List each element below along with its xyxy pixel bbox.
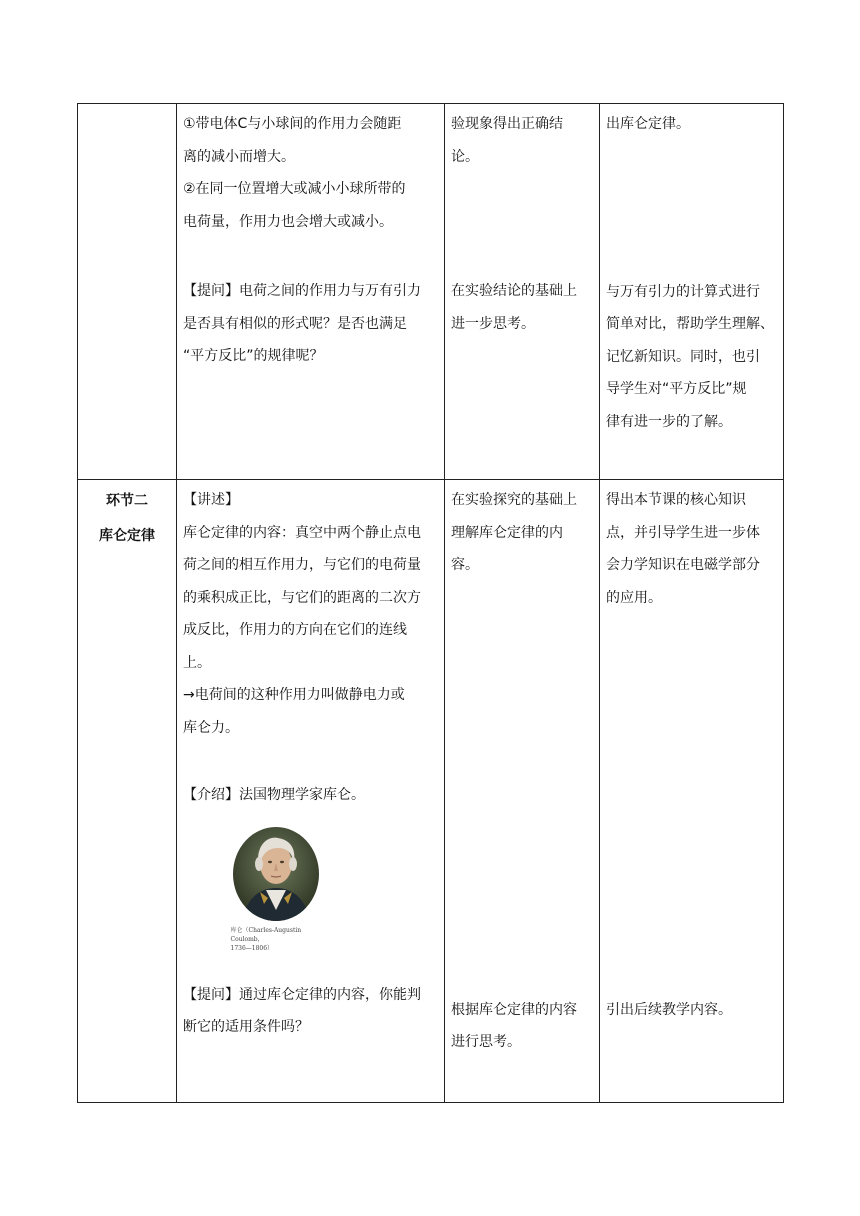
table-row bbox=[78, 480, 784, 1103]
caption-line: 库仑（Charles-Augustin Coulomb， bbox=[230, 926, 302, 943]
content-line: 成反比，作用力的方向在它们的连线 bbox=[183, 622, 407, 638]
student-line: 根据库仑定律的内容 bbox=[451, 1001, 577, 1018]
content-line: ①带电体C与小球间的作用力会随距 bbox=[183, 116, 402, 132]
content-line: 库仑定律的内容：真空中两个静止点电 bbox=[183, 524, 421, 541]
question-line: “平方反比”的规律呢？ bbox=[183, 348, 324, 364]
intent-line: 简单对比，帮助学生理解、 bbox=[606, 316, 774, 332]
intent-line: 得出本节课的核心知识 bbox=[606, 492, 746, 508]
stage-title: 库仑定律 bbox=[99, 528, 155, 544]
student-line: 进一步思考。 bbox=[451, 315, 535, 332]
intent-line: 的应用。 bbox=[606, 589, 662, 606]
student-activity-cell bbox=[445, 480, 600, 1103]
content-line: ②在同一位置增大或减小小球所带的 bbox=[183, 181, 406, 197]
student-line: 验现象得出正确结 bbox=[451, 116, 563, 132]
content-cell bbox=[177, 104, 445, 480]
coulomb-portrait-image bbox=[232, 826, 320, 922]
student-line: 理解库仑定律的内 bbox=[451, 524, 563, 541]
intent-line: 点，并引导学生进一步体 bbox=[606, 524, 760, 541]
content-line: 库仑力。 bbox=[183, 719, 239, 736]
stage-number: 环节二 bbox=[106, 493, 148, 509]
content-line: →电荷间的这种作用力叫做静电力或 bbox=[183, 687, 405, 703]
student-line: 论。 bbox=[451, 148, 479, 165]
content-cell bbox=[177, 480, 445, 1103]
intent-line: 与万有引力的计算式进行 bbox=[606, 283, 760, 300]
question-line: 是否具有相似的形式呢？是否也满足 bbox=[183, 315, 407, 332]
content-line: 的乘积成正比，与它们的距离的二次方 bbox=[183, 589, 421, 606]
student-line: 在实验探究的基础上 bbox=[451, 492, 577, 508]
question-line: 【提问】通过库仑定律的内容，你能判 bbox=[183, 986, 421, 1003]
stage-cell-empty bbox=[78, 104, 177, 480]
student-line: 进行思考。 bbox=[451, 1034, 521, 1050]
caption-line: 1736—1806） bbox=[230, 944, 274, 952]
table-row bbox=[78, 104, 784, 480]
stage-cell bbox=[78, 480, 177, 1103]
question-line: 【提问】电荷之间的作用力与万有引力 bbox=[183, 283, 421, 299]
content-line: 离的减小而增大。 bbox=[183, 148, 295, 165]
intent-line: 导学生对“平方反比”规 bbox=[606, 381, 747, 397]
intent-line: 会力学知识在电磁学部分 bbox=[606, 557, 760, 573]
intent-line: 律有进一步的了解。 bbox=[606, 413, 732, 430]
intent-line: 记忆新知识。同时，也引 bbox=[606, 348, 760, 365]
design-intent-cell bbox=[600, 104, 784, 480]
design-intent-cell bbox=[600, 480, 784, 1103]
content-line: 上。 bbox=[183, 654, 211, 671]
lesson-plan-table bbox=[77, 103, 784, 1103]
intent-line: 引出后续教学内容。 bbox=[606, 1002, 732, 1018]
content-line: 电荷量，作用力也会增大或减小。 bbox=[183, 213, 393, 230]
intent-line: 出库仑定律。 bbox=[606, 116, 690, 132]
portrait-caption bbox=[231, 926, 321, 953]
content-line: 荷之间的相互作用力，与它们的电荷量 bbox=[183, 557, 421, 573]
intro-line: 【介绍】法国物理学家库仑。 bbox=[183, 787, 365, 803]
question-line: 断它的适用条件吗？ bbox=[183, 1019, 309, 1035]
student-line: 容。 bbox=[451, 557, 479, 573]
content-line: 【讲述】 bbox=[183, 492, 239, 508]
coulomb-portrait bbox=[113, 826, 438, 953]
student-line: 在实验结论的基础上 bbox=[451, 283, 577, 299]
student-activity-cell bbox=[445, 104, 600, 480]
